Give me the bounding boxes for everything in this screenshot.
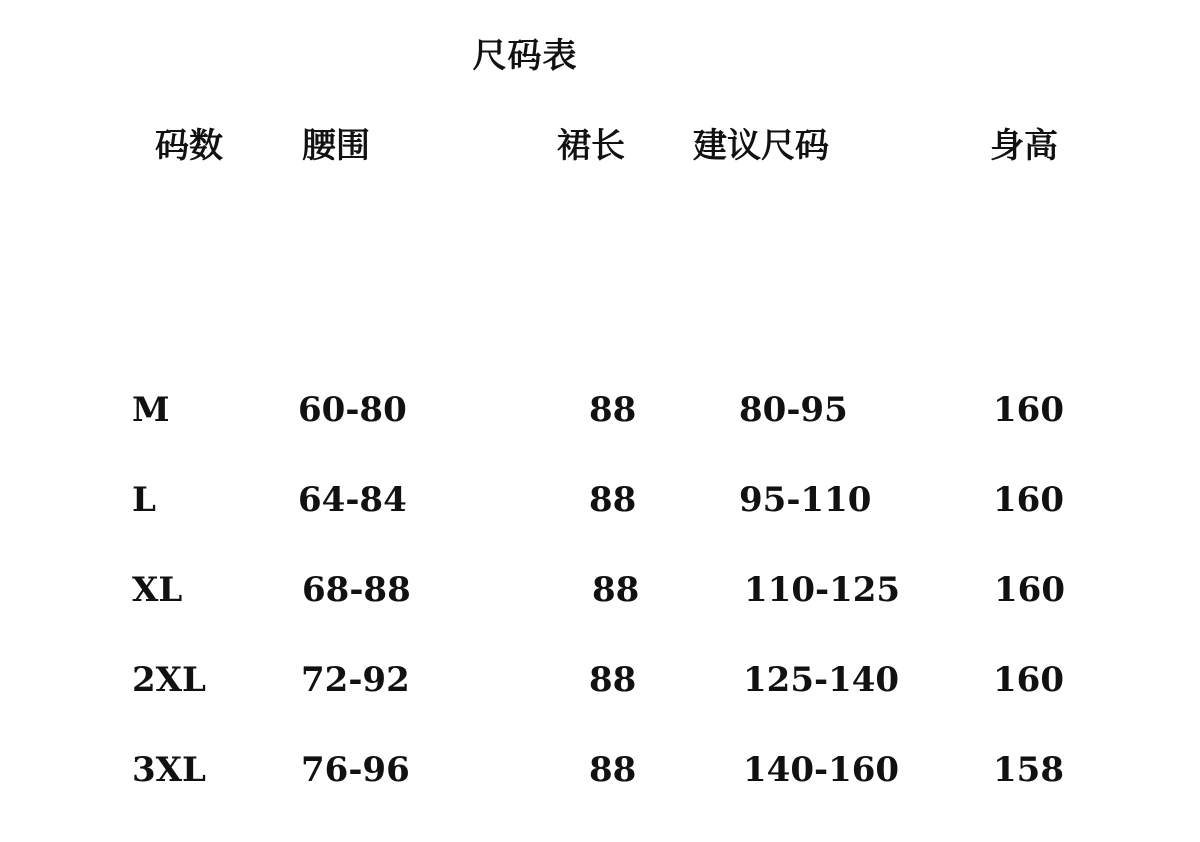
cell-size: 3XL: [132, 750, 206, 790]
cell-skirt-length: 88: [589, 750, 637, 790]
cell-recommended-size: 140-160: [743, 750, 900, 790]
cell-skirt-length: 88: [592, 570, 640, 610]
header-waist: 腰围: [302, 126, 370, 166]
cell-skirt-length: 88: [589, 390, 637, 430]
cell-height: 160: [994, 570, 1065, 610]
cell-waist: 76-96: [301, 750, 410, 790]
cell-waist: 60-80: [298, 390, 407, 430]
cell-size: L: [132, 480, 156, 520]
cell-skirt-length: 88: [589, 660, 637, 700]
header-size: 码数: [155, 126, 223, 166]
cell-waist: 68-88: [302, 570, 411, 610]
cell-recommended-size: 95-110: [739, 480, 872, 520]
cell-size: M: [132, 390, 170, 430]
header-recommended-size: 建议尺码: [693, 126, 829, 166]
header-height: 身高: [990, 126, 1058, 166]
page-title: 尺码表: [472, 36, 578, 76]
cell-skirt-length: 88: [589, 480, 637, 520]
cell-height: 158: [993, 750, 1064, 790]
cell-size: XL: [132, 570, 183, 610]
cell-height: 160: [993, 660, 1064, 700]
cell-recommended-size: 110-125: [744, 570, 901, 610]
cell-recommended-size: 125-140: [743, 660, 900, 700]
cell-recommended-size: 80-95: [739, 390, 848, 430]
cell-height: 160: [993, 480, 1064, 520]
cell-waist: 64-84: [298, 480, 407, 520]
header-skirt-length: 裙长: [557, 126, 625, 166]
cell-size: 2XL: [132, 660, 206, 700]
cell-waist: 72-92: [301, 660, 410, 700]
cell-height: 160: [993, 390, 1064, 430]
